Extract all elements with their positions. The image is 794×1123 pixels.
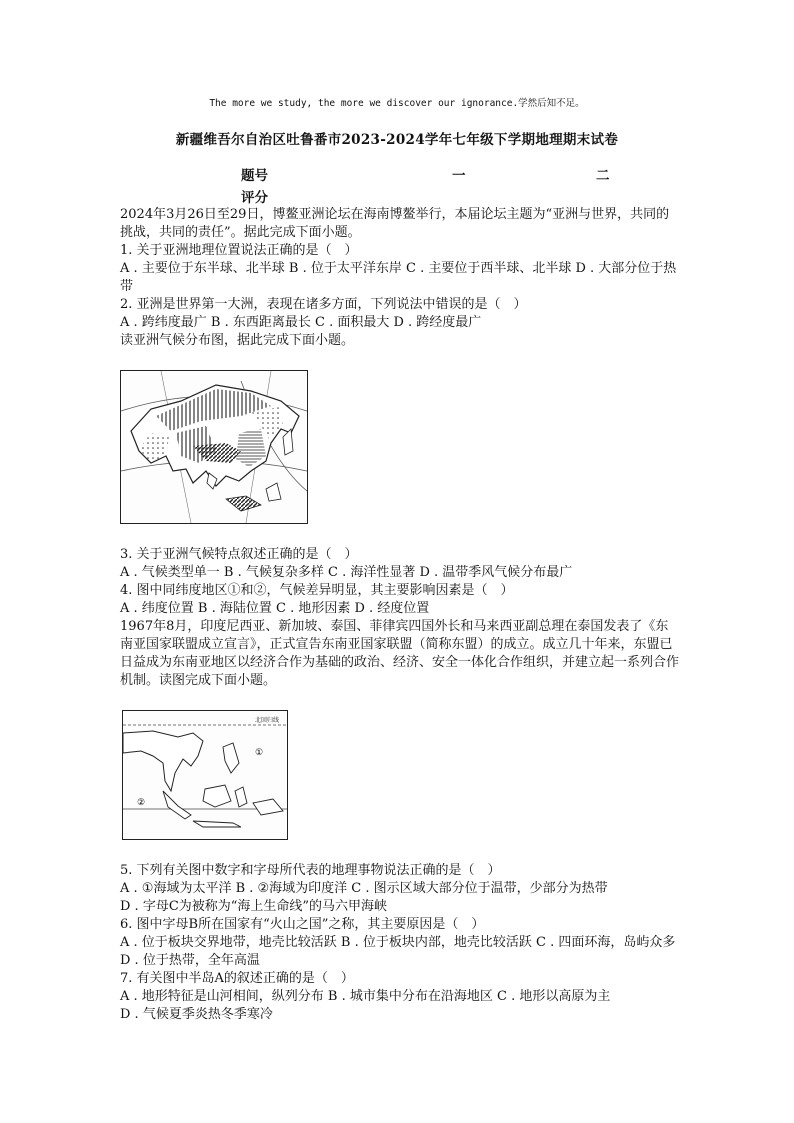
- question-2-options: A . 跨纬度最广 B . 东西距离最长 C . 面积最大 D . 跨经度最广: [120, 315, 482, 330]
- question-6-options: A . 位于板块交界地带，地壳比较活跃 B . 位于板块内部，地壳比较活跃 C . 四面环海，岛屿众多 D . 位于热带，全年高温: [120, 935, 676, 968]
- southeast-asia-map: [122, 710, 288, 840]
- section-asia-climate: [120, 546, 680, 690]
- map-intro-asia-climate: 读亚洲气候分布图，据此完成下面小题。: [120, 333, 355, 348]
- question-7-options-line-1: A . 地形特征是山河相间，纵列分布 B . 城市集中分布在沿海地区 C . 地形以高原为主: [120, 989, 611, 1004]
- question-2: 2. 亚洲是世界第一大洲，表现在诸多方面，下列说法中错误的是（ ）: [120, 297, 527, 312]
- asia-climate-map: [120, 370, 308, 524]
- tropic-label: 北回归线: [255, 717, 280, 724]
- exam-title: 新疆维吾尔自治区吐鲁番市2023-2024学年七年级下学期地理期末试卷: [175, 132, 619, 148]
- question-5: 5. 下列有关图中数字和字母所代表的地理事物说法正确的是（ ）: [120, 863, 501, 878]
- question-7-options-line-2: D . 气候夏季炎热冬季寒冷: [120, 1007, 273, 1022]
- asia-climate-map-figure: [121, 371, 307, 523]
- question-6: 6. 图中字母B所在国家有“火山之国”之称，其主要原因是（ ）: [120, 917, 485, 932]
- intro-boao: 2024年3月26日至29日，博鳌亚洲论坛在海南博鳌举行，本届论坛主题为“亚洲与世界，共同的挑战，共同的责任”。据此完成下面小题。: [120, 207, 670, 240]
- section-boao: [120, 206, 680, 350]
- section-asean-questions: [120, 862, 680, 1024]
- southeast-asia-map-figure: [123, 711, 287, 839]
- question-3-options: A . 气候类型单一 B . 气候复杂多样 C . 海洋性显著 D . 温带季风气候分布最广: [120, 565, 573, 580]
- question-5-options-line-2: D . 字母C为被称为“海上生命线”的马六甲海峡: [120, 899, 388, 914]
- question-4-options: A . 纬度位置 B . 海陆位置 C . 地形因素 D . 经度位置: [120, 601, 430, 616]
- question-1: 1. 关于亚洲地理位置说法正确的是（ ）: [120, 243, 358, 258]
- score-table: [0, 164, 794, 204]
- question-5-options-line-1: A . ①海域为太平洋 B . ②海域为印度洋 C . 图示区域大部分位于温带，少部分为热带: [120, 881, 608, 896]
- question-3: 3. 关于亚洲气候特点叙述正确的是（ ）: [120, 547, 358, 562]
- question-7: 7. 有关图中半岛A的叙述正确的是（ ）: [120, 971, 354, 986]
- sea-label-1: ①: [255, 748, 264, 758]
- question-1-options: A . 主要位于东半球、北半球 B . 位于太平洋东岸 C . 主要位于西半球、北半球 D . 大部分位于热带: [120, 261, 677, 294]
- score-col-2: 二: [596, 168, 610, 184]
- score-col-label: 题号: [241, 168, 268, 184]
- score-row-label: 评分: [241, 190, 268, 206]
- sea-label-2: ②: [137, 798, 146, 808]
- intro-asean: 1967年8月，印度尼西亚、新加坡、泰国、菲律宾四国外长和马来西亚副总理在泰国发表了《东南亚国家联盟成立宣言》，正式宣告东南亚国家联盟（简称东盟）的成立。成立几十年来，东盟已日益成为东南亚地区以经济合作为基础的政治、经济、安全一体化合作组织，并建立起一系列合作机制。读图完成下面小题。: [120, 619, 680, 688]
- score-col-1: 一: [452, 168, 466, 184]
- page-motto: The more we study, the more we discover our ignorance.学然后知不足。: [209, 98, 585, 109]
- question-4: 4. 图中同纬度地区①和②，气候差异明显，其主要影响因素是（ ）: [120, 583, 514, 598]
